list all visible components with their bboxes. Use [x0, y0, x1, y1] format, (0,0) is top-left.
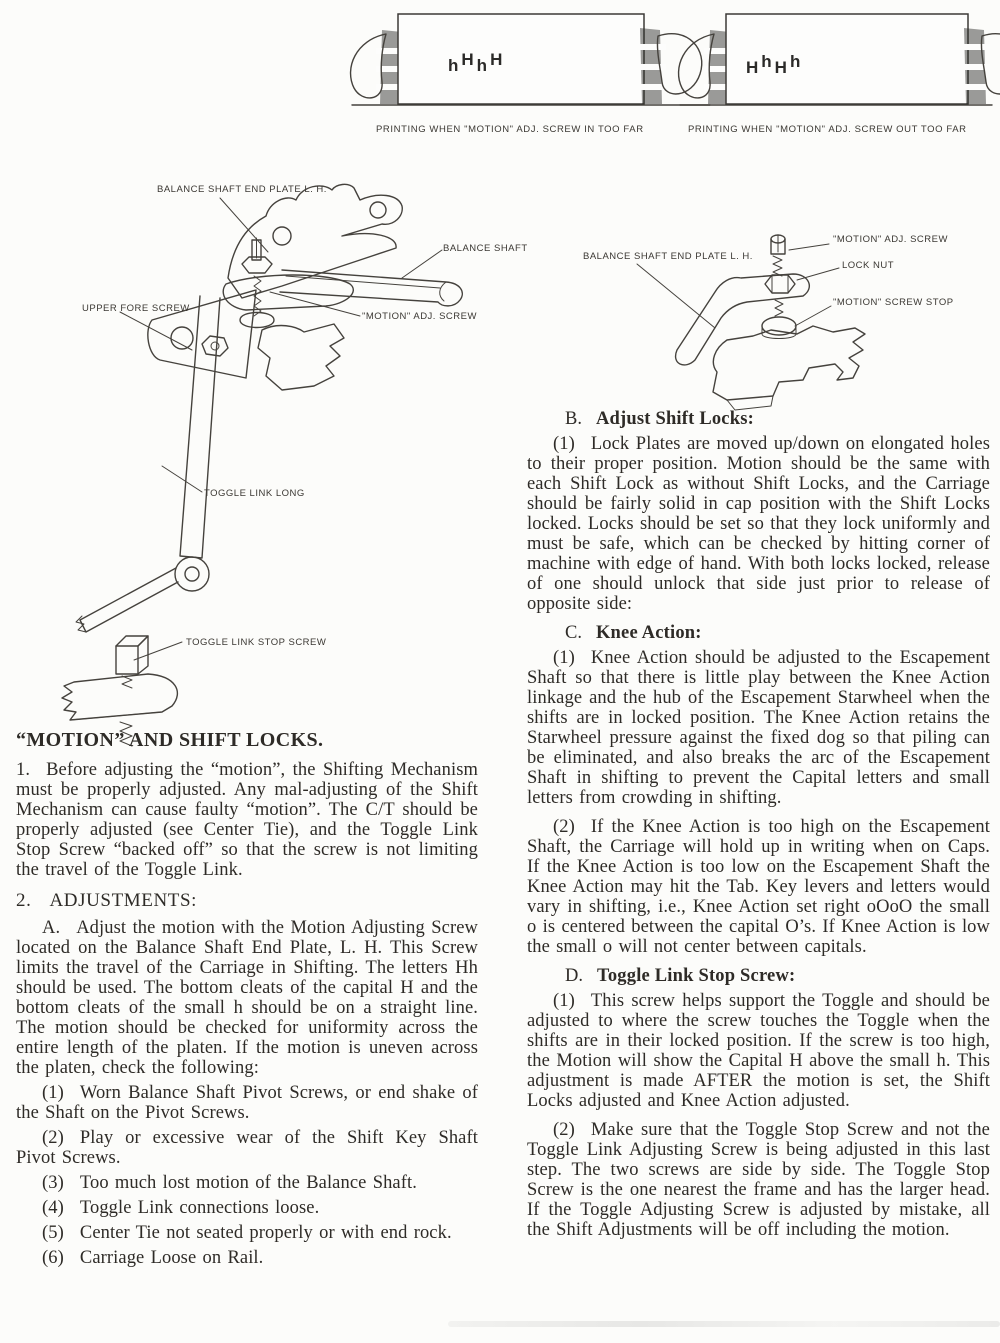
list-item: (1) Worn Balance Shaft Pivot Screws, or end shake of the Shaft on the Pivot Screws. — [16, 1083, 478, 1123]
paragraph-1: 1. Before adjusting the “motion”, the Shifting Mechanism must be properly adjusted. Any mal-adjusting of the Shift Mechanism can cause faulty “motion”. The C/T should be properly adjusted (see Center Tie), and the Toggle Link Stop Screw “backed off” so that the screw is not limiting the travel of the Toggle Link. — [16, 760, 478, 880]
print-sample-left-drawing — [342, 4, 714, 122]
section-c-heading: C. Knee Action: — [565, 623, 702, 643]
print-sample-left-letters: h H h H — [448, 50, 503, 75]
label-lock-nut: LOCK NUT — [842, 260, 895, 271]
list-item: (4) Toggle Link connections loose. — [42, 1198, 320, 1218]
right-column — [527, 409, 990, 1240]
adjustments-heading: 2. ADJUSTMENTS: — [16, 890, 198, 911]
print-sample-right-drawing — [674, 4, 1000, 122]
balance-shaft-diagram-drawing — [30, 180, 542, 742]
scan-artifact — [448, 1321, 1000, 1327]
label-toggle-link-long: TOGGLE LINK LONG — [204, 488, 305, 499]
label-motion-screw-stop: "MOTION" SCREW STOP — [833, 297, 954, 308]
label-motion-adj-screw-right: "MOTION" ADJ. SCREW — [833, 234, 948, 245]
label-toggle-link-stop-screw: TOGGLE LINK STOP SCREW — [186, 637, 327, 648]
section-c-paragraph: (2) If the Knee Action is too high on the Escapement Shaft, the Carriage will hold up in writing when on Caps. If the Knee Action is too low on the Escapement Shaft the Knee Action may hit the Tab. Key levers and letters would vary in shifting, i.e., Knee Action set right oOoO the small o is centered between the capital O’s. If Knee Action is low the small o will not center between capitals. — [527, 817, 990, 957]
label-balance-shaft-end-plate-right: BALANCE SHAFT END PLATE L. H. — [583, 251, 753, 262]
section-d-heading: D. Toggle Link Stop Screw: — [565, 966, 796, 986]
print-sample-left-caption: PRINTING WHEN "MOTION" ADJ. SCREW IN TOO FAR — [376, 124, 644, 135]
print-sample-right-letters: H h H h — [746, 52, 801, 77]
label-upper-fore-screw: UPPER FORE SCREW — [82, 303, 190, 314]
section-c-paragraph: (1) Knee Action should be adjusted to the Escapement Shaft so that there is little play between the Knee Action linkage and the hub of the Escapement Starwheel when the shifts are in locked position. The Knee Action retains the Starwheel pressure against the fixed dog so that piling can be eliminated, and also breaks the arc of the Escapement Shaft in shifting to prevent the Capital letters and small letters from crowding in shifting. — [527, 648, 990, 808]
label-balance-shaft: BALANCE SHAFT — [443, 243, 528, 254]
paragraph-a: A. Adjust the motion with the Motion Adjusting Screw located on the Balance Shaft End Plate, L. H. This Screw limits the travel of the Carriage in Shifting. The letters Hh should be used. The bottom cleats of the capital H and the bottom cleats of the small h should be on a straight line. The motion should be checked for uniformity across the entire length of the platen. If the motion is uneven across the platen, check the following: — [16, 918, 478, 1078]
paragraph-number: 1. — [16, 760, 31, 780]
page-title: “MOTION” AND SHIFT LOCKS. — [16, 729, 324, 751]
section-d-paragraph: (1) This screw helps support the Toggle and should be adjusted to where the screw touches the Toggle when the shifts are in their locked position. If the screw is too high, the Motion will show the Capital H above the small h. This adjustment is made AFTER the motion is set, the Shift Locks adjusted and Knee Action adjusted. — [527, 991, 990, 1111]
list-item: (5) Center Tie not seated properly or with end rock. — [42, 1223, 452, 1243]
list-item: (2) Play or excessive wear of the Shift Key Shaft Pivot Screws. — [16, 1128, 478, 1168]
list-item: (6) Carriage Loose on Rail. — [42, 1248, 264, 1268]
section-b-paragraph: (1) Lock Plates are moved up/down on elongated holes to their proper position. Motion should be the same with each Shift Lock as without Shift Locks, and the Carriage should be fairly solid in cap position with the Shift Locks locked. Locks should be set so that they lock uniformly and must be safe, which can be checked by hitting corner of machine with edge of hand. With both locks locked, release of one should unlock that side just prior to release of opposite side: — [527, 434, 990, 614]
section-b-heading: B. Adjust Shift Locks: — [565, 409, 754, 429]
print-sample-right-caption: PRINTING WHEN "MOTION" ADJ. SCREW OUT TOO FAR — [688, 124, 967, 135]
left-column — [16, 729, 478, 1268]
section-d-paragraph: (2) Make sure that the Toggle Stop Screw and not the Toggle Link Adjusting Screw is being adjusted in this last step. The two screws are side by side. The Toggle Stop Screw is the one nearest the frame and has the larger head. If the Toggle Adjusting Screw is adjusted by mistake, all the Shift Adjustments will be off including the motion. — [527, 1120, 990, 1240]
label-motion-adj-screw-left: "MOTION" ADJ. SCREW — [362, 311, 477, 322]
label-balance-shaft-end-plate: BALANCE SHAFT END PLATE L. H. — [157, 184, 327, 195]
list-item: (3) Too much lost motion of the Balance Shaft. — [42, 1173, 417, 1193]
